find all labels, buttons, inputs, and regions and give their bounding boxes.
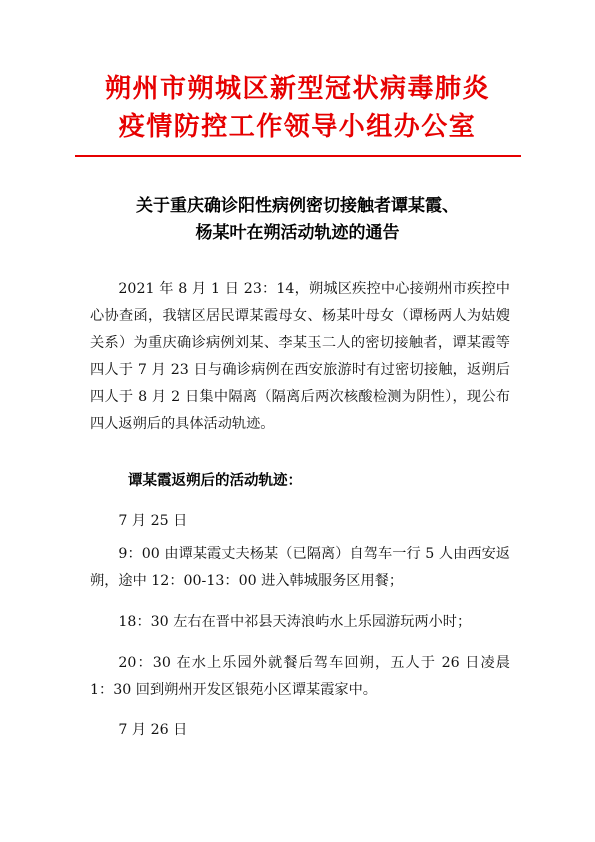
notice-title: [0, 193, 595, 247]
date-entry: 7 月 25 日: [118, 513, 188, 529]
timeline-entry: 9：00 由谭某霞丈夫杨某（已隔离）自驾车一行 5 人由西安返朔，途中 12：00-13：00 进入韩城服务区用餐；: [90, 546, 510, 589]
section-heading: 谭某霞返朔后的活动轨迹：: [128, 473, 302, 489]
intro-paragraph: 2021 年 8 月 1 日 23：14，朔城区疾控中心接朔州市疾控中心协查函，我辖区居民谭某霞母女、杨某叶母女（谭杨两人为姑嫂关系）为重庆确诊病例刘某、李某玉二人的密切接触者，谭某霞等四人于 7 月 23 日与确诊病例在西安旅游时有过密切接触，返朔后四人于 8 月 2 日集中隔离（隔离后两次核酸检测为阴性），现公布四人返朔后的具体活动轨迹。: [90, 281, 510, 432]
timeline-entry: 18：30 左右在晋中祁县天涛浪屿水上乐园游玩两小时；: [118, 614, 472, 630]
date-entry: 7 月 26 日: [118, 722, 188, 738]
header-line-1: 朔州市朔城区新型冠状病毒肺炎: [104, 74, 490, 104]
title-line-1: 关于重庆确诊阳性病例密切接触者谭某霞、: [136, 196, 459, 216]
issuing-office-header: [0, 70, 595, 146]
title-line-2: 杨某叶在朔活动轨迹的通告: [195, 223, 400, 243]
red-separator-rule: [75, 155, 521, 157]
timeline-entry: 20：30 在水上乐园外就餐后驾车回朔，五人于 26 日凌晨 1：30 回到朔州开发区银苑小区谭某霞家中。: [90, 655, 510, 698]
header-line-2: 疫情防控工作领导小组办公室: [118, 112, 477, 142]
